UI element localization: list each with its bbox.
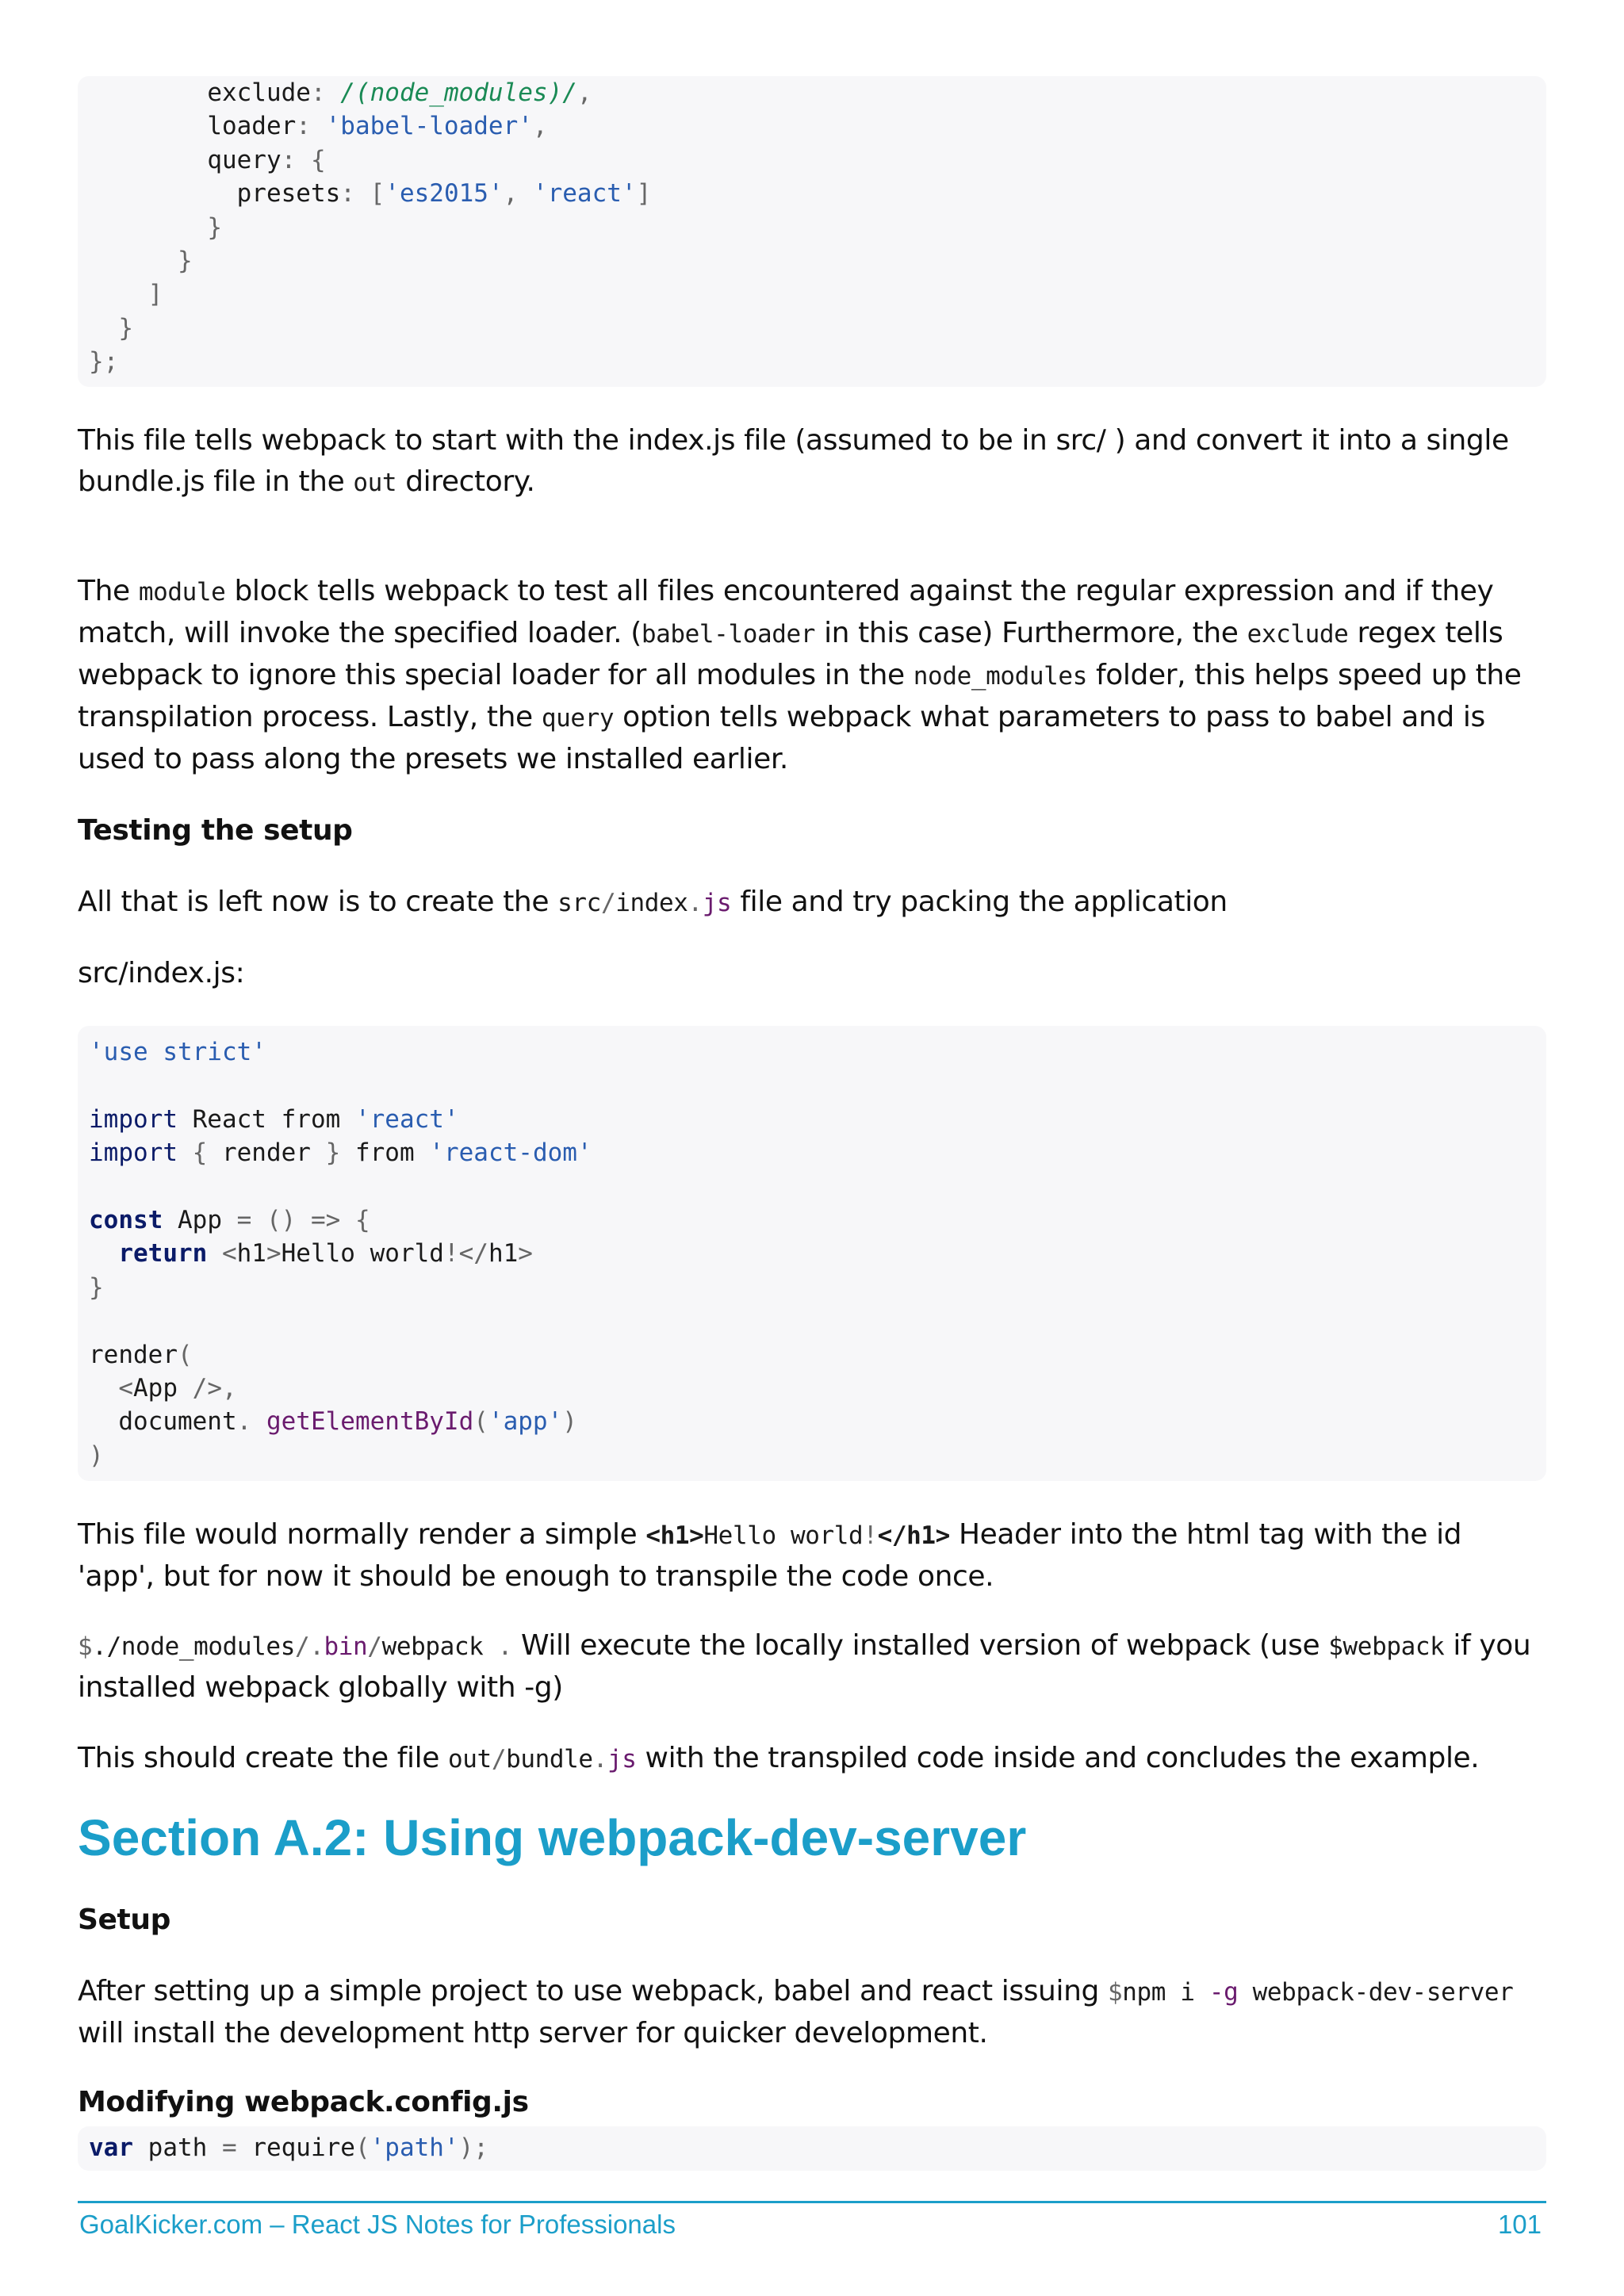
inline-code: exclude	[1247, 620, 1349, 649]
paragraph-dev-server-install: After setting up a simple project to use webpack, babel and react issuing $npm i -g webpack-dev-server will install the development http server for quicker development.	[78, 1975, 1514, 2049]
code-block-index-js	[78, 1026, 1546, 1481]
inline-code: $webpack	[1328, 1632, 1445, 1661]
inline-code: node_modules	[913, 662, 1087, 691]
code-line: 'use strict'	[89, 1038, 266, 1066]
inline-code: out/bundle.js	[448, 1745, 637, 1774]
code-line: var path = require('path');	[89, 2133, 488, 2162]
code-line: presets: ['es2015', 'react']	[236, 179, 652, 209]
code-block-require-path	[78, 2126, 1546, 2171]
paragraph-webpack-command: $./node_modules/.bin/webpack . Will execute the locally installed version of webpack (use $webpack if you installed webpack globally with -g)	[78, 1629, 1531, 1704]
code-line: }	[207, 212, 222, 242]
paragraph-module-description: The module block tells webpack to test all files encountered against the regular expression and if they match, will invoke the specified loader. (babel-loader in this case) Furthermore, the exclude regex tells webpack to ignore this special loader for all modules in the node_modules folder, this helps speed up the transpilation process. Lastly, the query option tells webpack what parameters to pass to babel and is used to pass along the presets we installed earlier.	[78, 575, 1522, 775]
paragraph-entry-description: This file tells webpack to start with the index.js file (assumed to be in src/ ) and convert it into a single bundle.js file in the out directory.	[78, 424, 1509, 498]
inline-code: $./node_modules/.bin/webpack .	[78, 1632, 512, 1661]
inline-code: <h1>Hello world!</h1>	[645, 1521, 950, 1550]
inline-code: out	[353, 469, 397, 497]
code-line: };	[89, 347, 119, 377]
code-line: }	[89, 1272, 104, 1302]
code-line: exclude: /(node_modules)/,	[207, 78, 592, 107]
footer-source-link[interactable]: GoalKicker.com – React JS Notes for Professionals	[79, 2210, 676, 2239]
code-line: loader: 'babel-loader',	[207, 112, 548, 141]
code-line: }	[118, 313, 133, 342]
code-line: const App = () => {	[89, 1205, 370, 1234]
code-line: query: {	[207, 145, 326, 174]
code-line: <App />,	[118, 1373, 237, 1402]
code-line: import React from 'react'	[89, 1104, 459, 1134]
code-line: import { render } from 'react-dom'	[89, 1138, 592, 1168]
paragraph-create-index: All that is left now is to create the src/index.js file and try packing the application	[78, 886, 1228, 918]
paragraph-render-description: This file would normally render a simple <h1>Hello world!</h1> Header into the html tag with the id 'app', but for now it should be enough to transpile the code once.	[78, 1518, 1462, 1593]
inline-code: $npm i -g webpack-dev-server	[1108, 1978, 1514, 2007]
paragraph-bundle-output: This should create the file out/bundle.js with the transpiled code inside and concludes the example.	[78, 1742, 1480, 1774]
section-title: Section A.2: Using webpack-dev-server	[78, 1809, 1027, 1866]
code-line: return <h1>Hello world!</h1>	[118, 1239, 533, 1269]
label-src-index: src/index.js:	[78, 957, 245, 989]
code-block-webpack-loader	[78, 76, 1546, 387]
code-line: ]	[147, 280, 163, 309]
page-number: 101	[1497, 2210, 1542, 2239]
heading-setup: Setup	[78, 1904, 170, 1936]
code-line	[89, 1170, 1535, 1203]
inline-code: babel-loader	[641, 620, 816, 649]
code-line: }	[177, 246, 193, 275]
code-line	[89, 1069, 1535, 1102]
code-line: document. getElementById('app')	[118, 1407, 577, 1437]
inline-code: src/index.js	[557, 889, 732, 917]
heading-testing-the-setup: Testing the setup	[78, 814, 353, 847]
inline-code: query	[541, 704, 615, 733]
page-footer	[78, 2201, 1546, 2245]
code-line: render(	[89, 1340, 193, 1369]
code-line: )	[89, 1441, 104, 1470]
heading-modifying-config: Modifying webpack.config.js	[78, 2086, 529, 2118]
code-line	[89, 1304, 1535, 1337]
inline-code: module	[138, 578, 226, 607]
